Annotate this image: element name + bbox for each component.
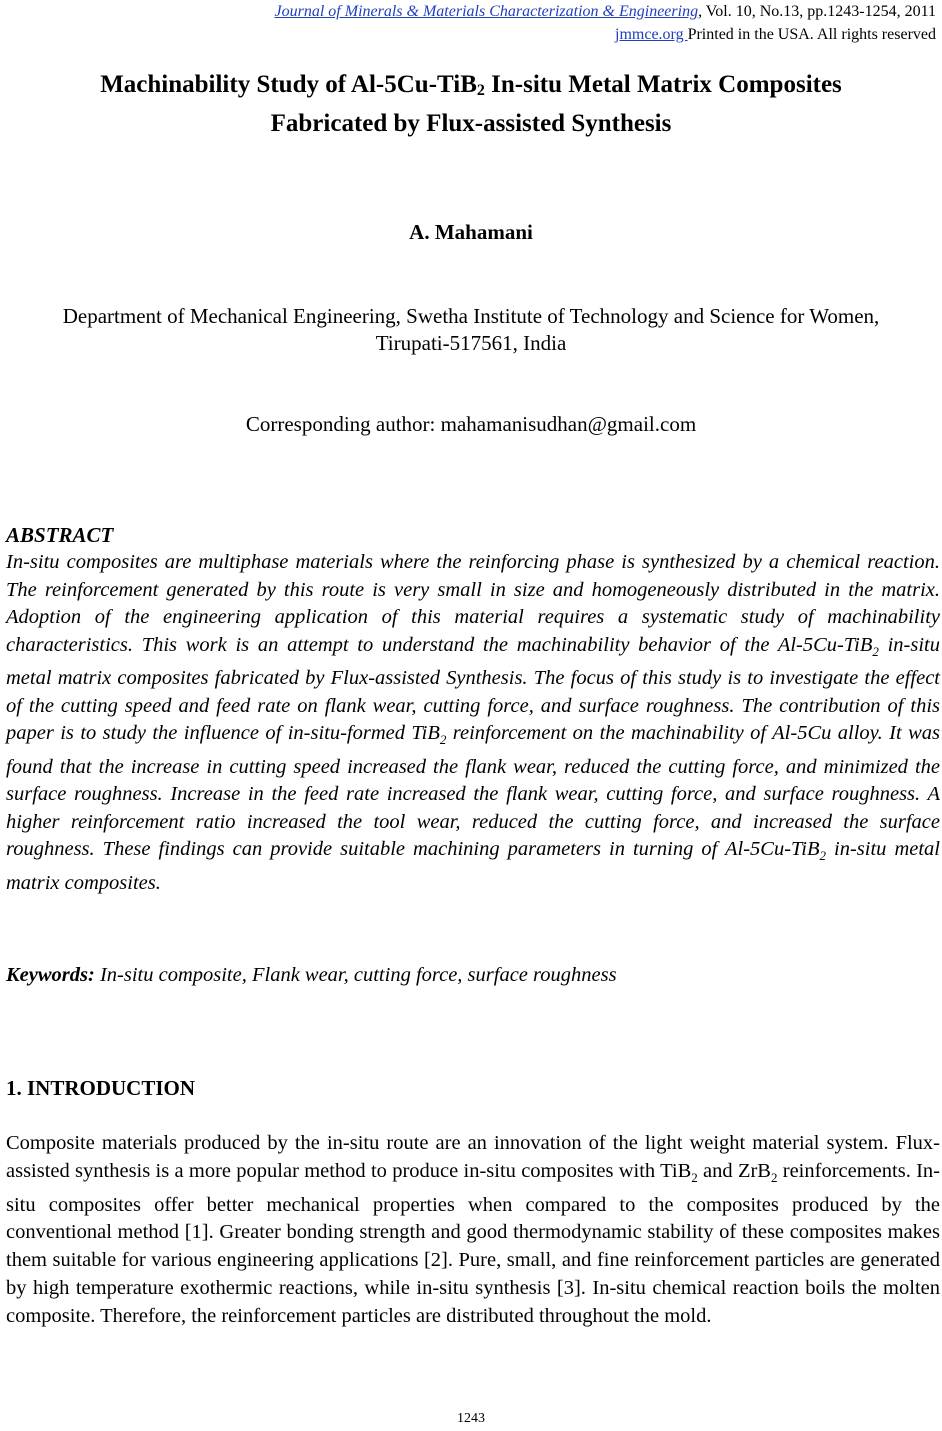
author-name: A. Mahamani: [409, 220, 533, 244]
journal-header: [275, 0, 936, 46]
journal-site-line: [275, 23, 936, 46]
journal-citation: , Vol. 10, No.13, pp.1243-1254, 2011: [698, 3, 936, 20]
corresponding-author: Corresponding author: mahamanisudhan@gmail.com: [245, 412, 697, 436]
affiliation: [30, 303, 912, 357]
introduction-heading: 1. INTRODUCTION: [6, 1076, 196, 1100]
keywords-label: Keywords:: [6, 964, 95, 986]
keywords-text: In-situ composite, Flank wear, cutting force, surface roughness: [94, 964, 617, 986]
site-link[interactable]: jmmce.org: [615, 26, 688, 43]
journal-citation-line: [275, 0, 936, 23]
keywords: [6, 964, 940, 987]
abstract-text: In-situ composites are multiphase materials where the reinforcing phase is synthesized by a chemical reaction. The reinforcement generated by this route is very small in size and homogeneously distributed in the matrix. Adoption of the engineering application of this material requires a systematic study of machinability characteristics. This work is an attempt to understand the machinability behavior of the Al-5Cu-TiB$_2$ in-situ metal matrix composites fabricated by Flux-assisted Synthesis. The focus of this study is to investigate the effect of the cutting speed and feed rate on flank wear, cutting force, and surface roughness. The contribution of this paper is to study the influence of in-situ-formed TiB$_2$ reinforcement on the machinability of Al-5Cu alloy. It was found that the increase in cutting speed increased the flank wear, reduced the cutting force, and minimized the surface roughness. Increase in the feed rate increased the flank wear, cutting force, and surface roughness. A higher reinforcement ratio increased the tool wear, reduced the cutting force, and increased the surface roughness. These findings can provide suitable machining parameters in turning of Al-5Cu-TiB$_2$ in-situ metal matrix composites.: [6, 551, 941, 894]
title-line-2: Fabricated by Flux-assisted Synthesis: [270, 110, 672, 137]
introduction-text: Composite materials produced by the in-situ route are an innovation of the light weight material system. Flux-assisted synthesis is a more popular method to produce in-situ composites with TiB$_2$ and ZrB$_2$ reinforcements. In-situ composites offer better mechanical properties when compared to the composites produced by the conventional method [1]. Greater bonding strength and good thermodynamic stability of these composites makes them suitable for various engineering applications [2]. Pure, small, and fine reinforcement particles are generated by high temperature exothermic reactions, while in-situ synthesis [3]. In-situ chemical reaction boils the molten composite. Therefore, the reinforcement particles are distributed throughout the mold.: [6, 1132, 941, 1327]
affiliation-department: Department of Mechanical Engineering, Swetha Institute of Technology and Science for Women,: [62, 304, 880, 328]
rights-text: Printed in the USA. All rights reserved: [687, 26, 936, 43]
paper-title: [20, 68, 922, 140]
affiliation-location: Tirupati-517561, India: [375, 331, 567, 355]
page-number: 1243: [457, 1411, 485, 1426]
journal-link[interactable]: Journal of Minerals & Materials Characterization & Engineering: [274, 3, 699, 20]
abstract-heading: ABSTRACT: [6, 523, 114, 547]
title-line-1: Machinability Study of Al-5Cu-TiB$_2$ In-situ Metal Matrix Composites: [100, 71, 842, 99]
